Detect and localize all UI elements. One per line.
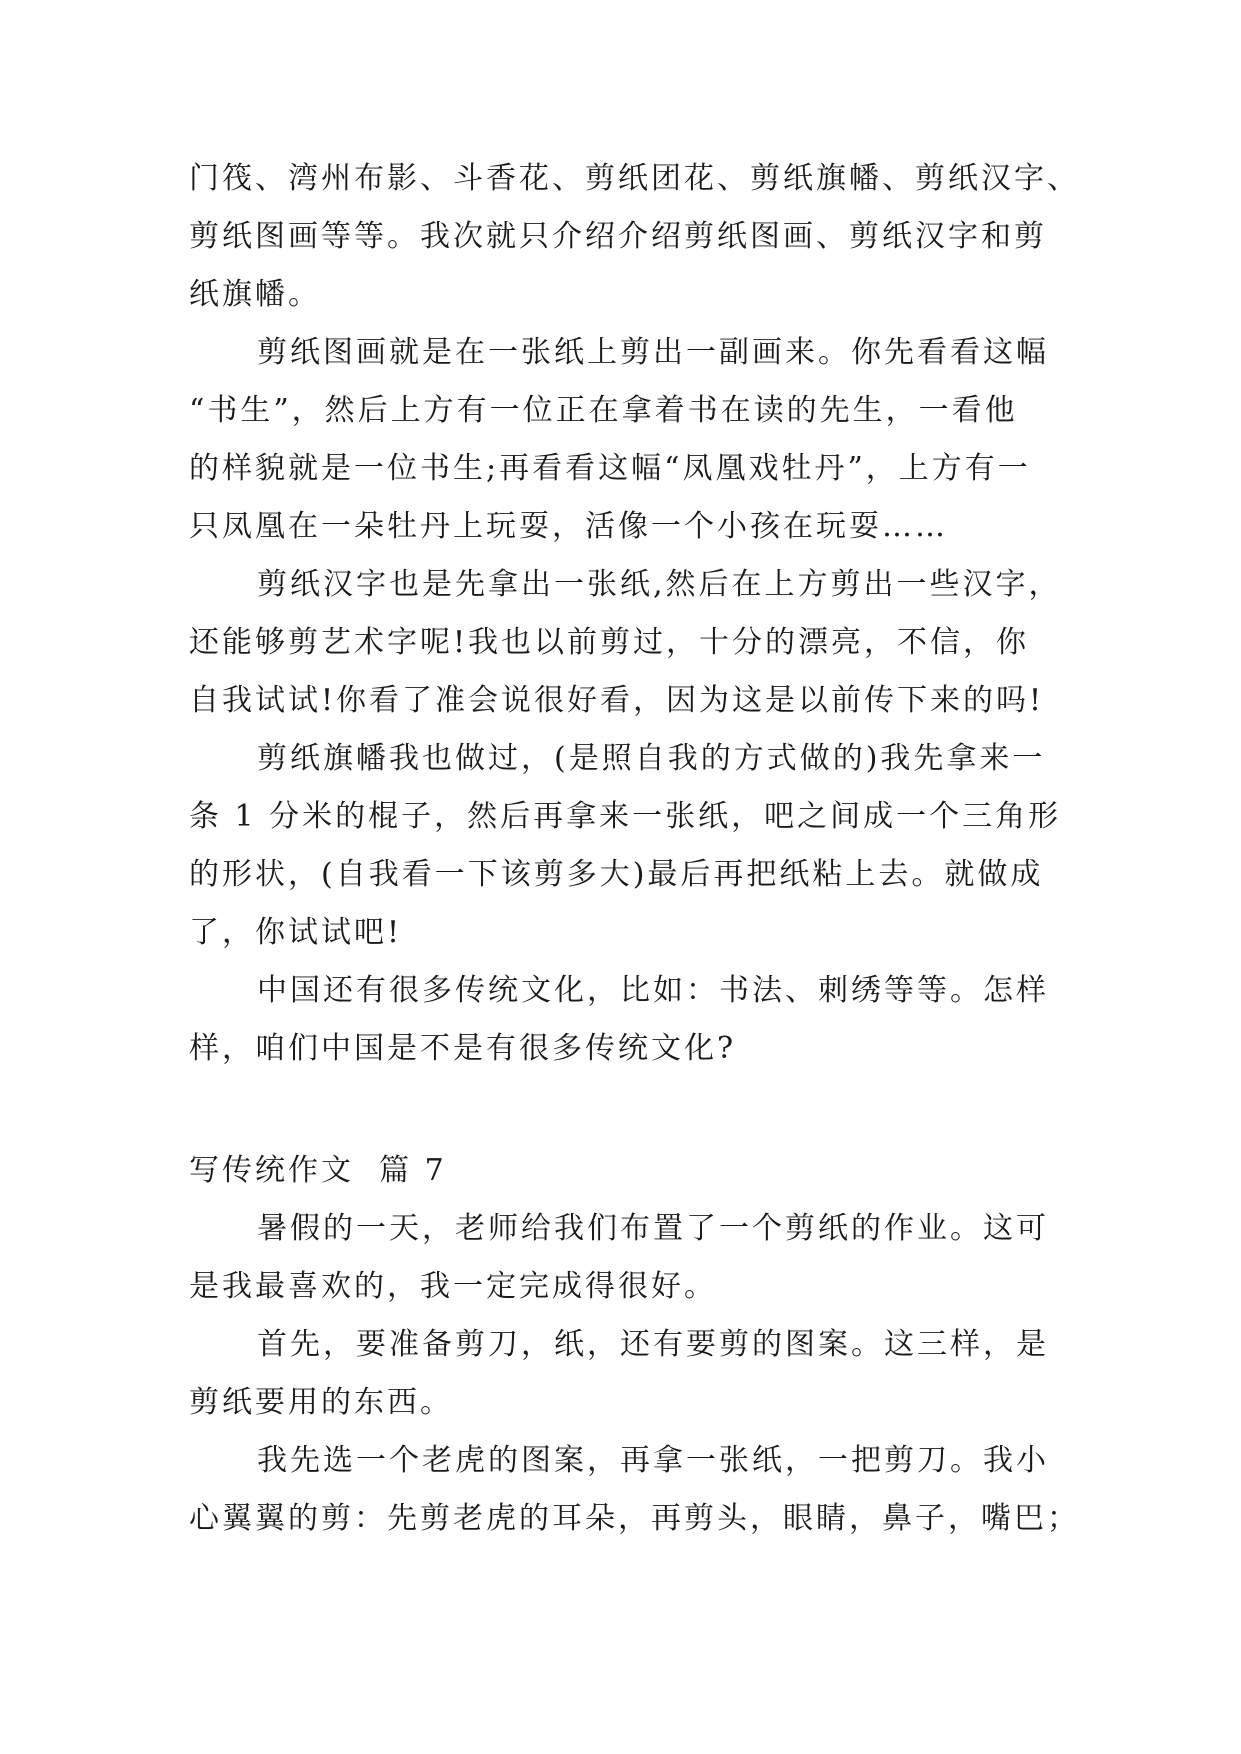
text-line: 条 1 分米的棍子，然后再拿来一张纸，吧之间成一个三角形 bbox=[189, 799, 1062, 834]
text-line: 了，你试试吧! bbox=[189, 915, 403, 950]
text-line: 还能够剪艺术字呢!我也以前剪过，十分的漂亮，不信，你 bbox=[189, 625, 1030, 660]
text-line: 剪纸要用的东西。 bbox=[189, 1385, 453, 1420]
text-line: 的样貌就是一位书生;再看看这幅“凤凰戏牡丹”，上方有一 bbox=[189, 451, 1031, 486]
text-line: 的形状，(自我看一下该剪多大)最后再把纸粘上去。就做成 bbox=[189, 857, 1044, 892]
text-line: 样，咱们中国是不是有很多传统文化? bbox=[189, 1031, 737, 1066]
text-line: “书生”，然后上方有一位正在拿着书在读的先生，一看他 bbox=[189, 393, 1018, 428]
section-heading: 写传统作文 篇 7 bbox=[189, 1153, 447, 1188]
section-1 bbox=[189, 150, 1080, 1078]
text-line: 是我最喜欢的，我一定完成得很好。 bbox=[189, 1269, 717, 1304]
text-line: 只凤凰在一朵牡丹上玩耍，活像一个小孩在玩耍…… bbox=[189, 509, 948, 544]
text-line: 剪纸图画等等。我次就只介绍介绍剪纸图画、剪纸汉字和剪 bbox=[189, 219, 1047, 254]
paragraph-start-line: 剪纸汉字也是先拿出一张纸,然后在上方剪出一些汉字， bbox=[257, 567, 1062, 602]
paragraph-start-line: 中国还有很多传统文化，比如：书法、刺绣等等。怎样 bbox=[257, 973, 1049, 1008]
section-2 bbox=[189, 1142, 1080, 1548]
paragraph-start-line: 我先选一个老虎的图案，再拿一张纸，一把剪刀。我小 bbox=[257, 1443, 1049, 1478]
paragraph-start-line: 首先，要准备剪刀，纸，还有要剪的图案。这三样，是 bbox=[257, 1327, 1049, 1362]
document-page bbox=[189, 150, 1080, 1548]
text-line: 纸旗幡。 bbox=[189, 277, 321, 312]
paragraph-start-line: 剪纸图画就是在一张纸上剪出一副画来。你先看看这幅 bbox=[257, 335, 1049, 370]
text-line: 自我试试!你看了准会说很好看，因为这是以前传下来的吗! bbox=[189, 683, 1045, 718]
text-line: 门筏、湾州布影、斗香花、剪纸团花、剪纸旗幡、剪纸汉字、 bbox=[189, 161, 1080, 196]
paragraph-start-line: 剪纸旗幡我也做过，(是照自我的方式做的)我先拿来一 bbox=[257, 741, 1046, 776]
text-line: 心翼翼的剪：先剪老虎的耳朵，再剪头，眼睛，鼻子，嘴巴； bbox=[189, 1501, 1080, 1536]
paragraph-start-line: 暑假的一天，老师给我们布置了一个剪纸的作业。这可 bbox=[257, 1211, 1049, 1246]
section-gap bbox=[189, 1078, 1053, 1142]
